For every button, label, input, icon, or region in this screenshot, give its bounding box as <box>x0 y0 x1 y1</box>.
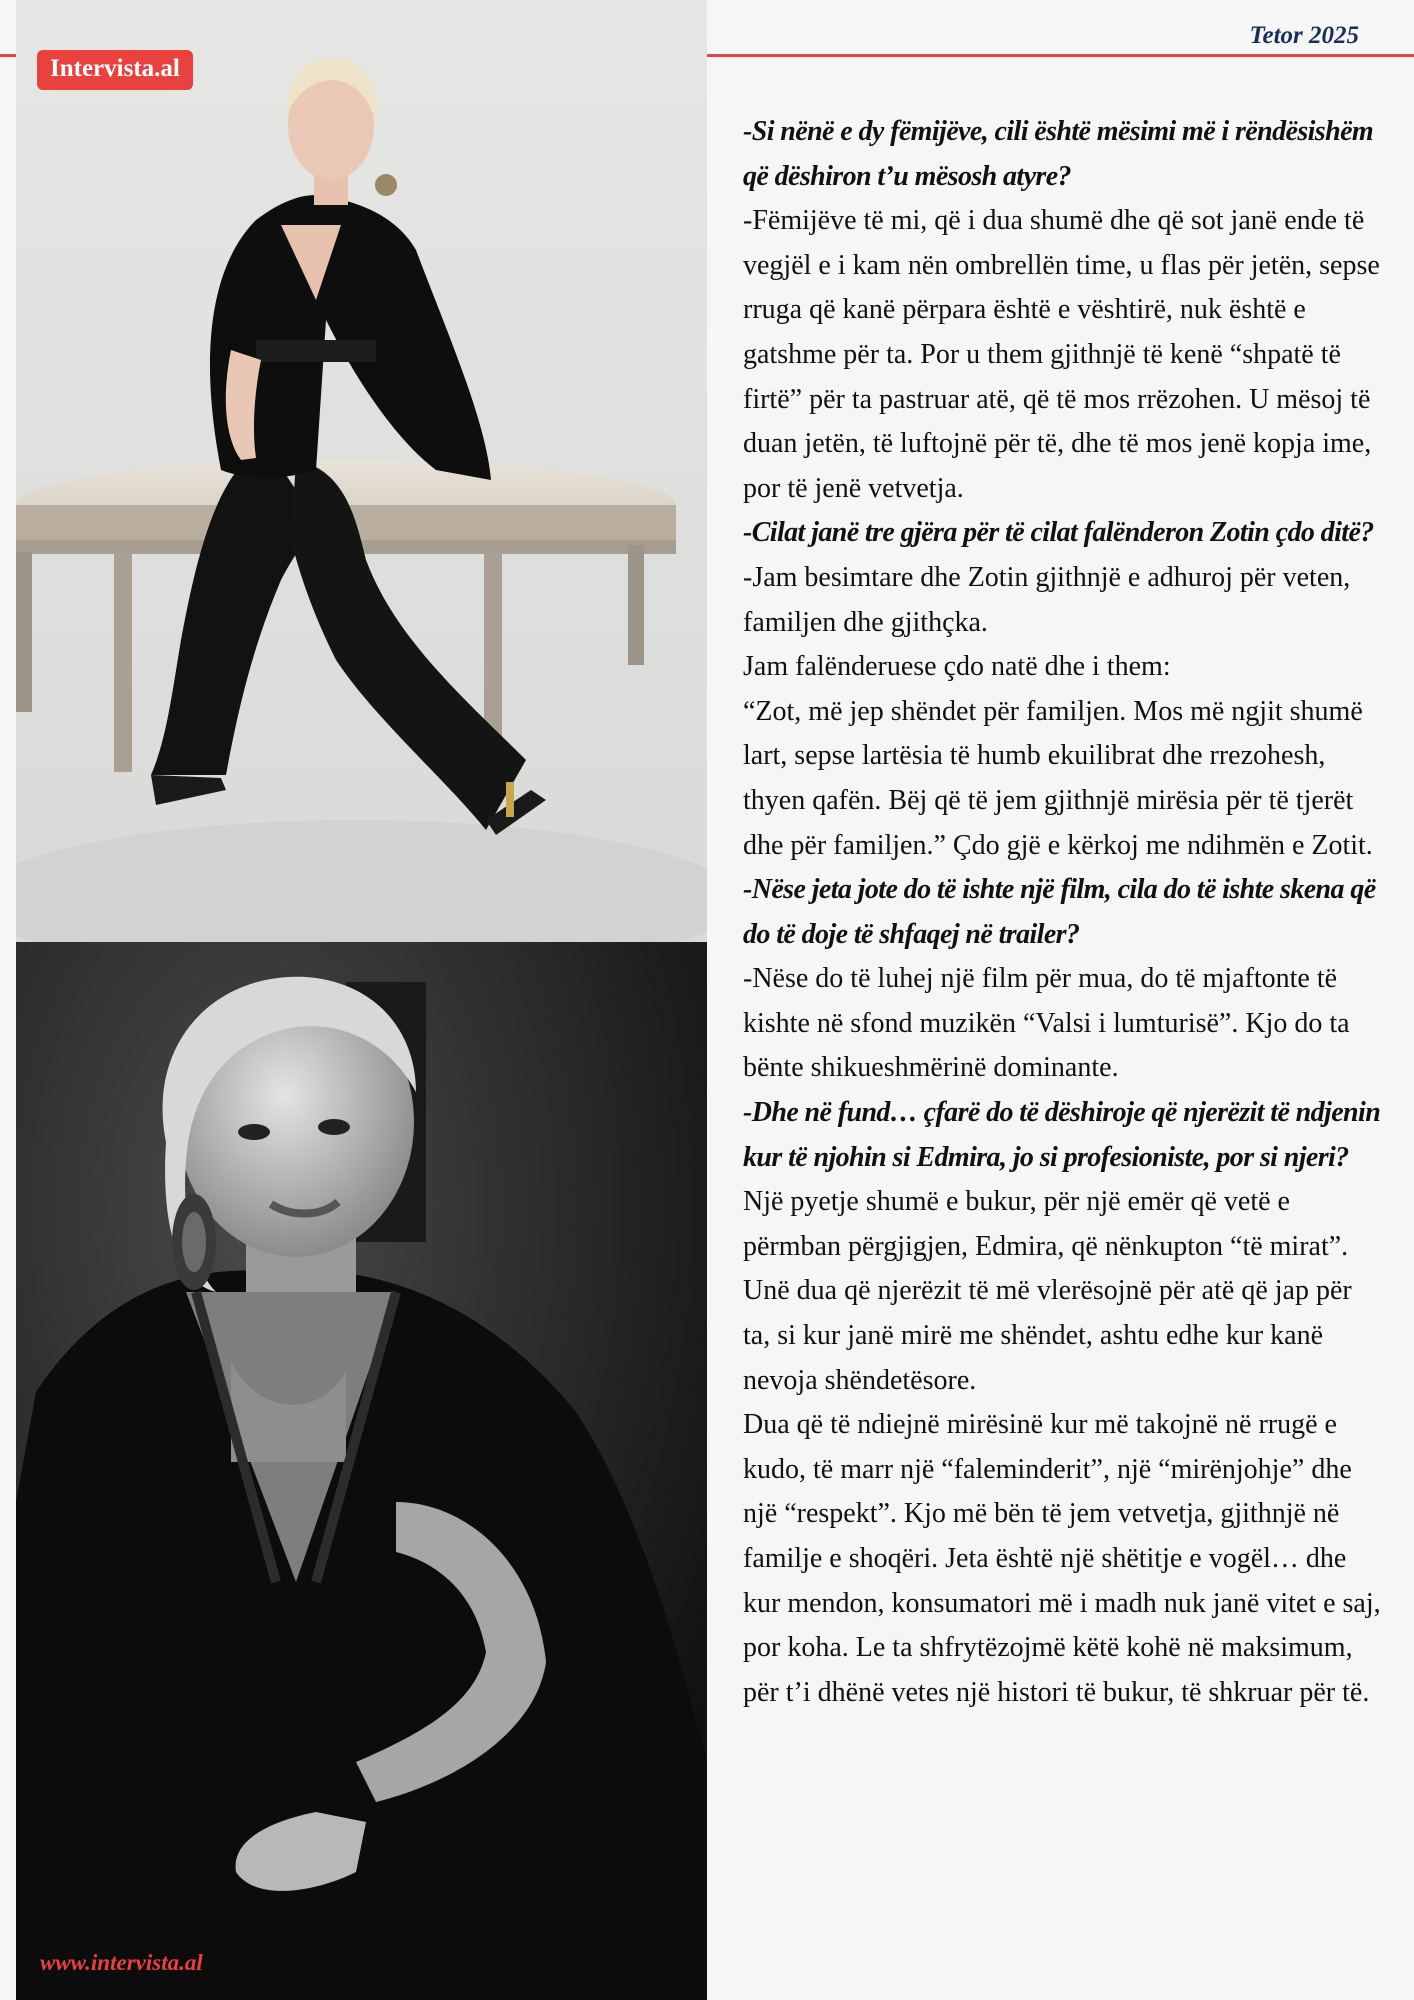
interview-answer: Një pyetje shumë e bukur, për një emër që vetë e përmban përgjigjen, Edmira, që nënkupton “të mirat”. Unë dua që njerëzit të më vlerësojnë për atë që jap për ta, si kur janë mirë me shëndet, ashtu edhe kur kanë nevoja shëndetësore. <box>743 1186 1352 1396</box>
interview-question: -Cilat janë tre gjëra për të cilat falënderon Zotin çdo ditë? <box>743 517 1374 549</box>
interview-answer: -Fëmijëve të mi, që i dua shumë dhe që sot janë ende të vegjël e i kam nën ombrellën time, u flas për jetën, sepse rruga që kanë përpara është e vështirë, nuk është e gatshme për ta. Por u them gjithnjë të kenë “shpatë të firtë” për ta pastruar atë, që të mos rrëzohen. U mësoj të duan jetën, të luftojnë për të, dhe të mos jenë kopja ime, por të jenë vetvetja. <box>743 205 1380 504</box>
interview-answer: -Nëse do të luhej një film për mua, do të mjaftonte të kishte në sfond muzikën “Valsi i lumturisë”. Kjo do ta bënte shikueshmërinë dominante. <box>743 963 1350 1084</box>
brand-badge[interactable]: Intervista.al <box>37 50 193 90</box>
interview-answer: -Jam besimtare dhe Zotin gjithnjë e adhuroj për veten, familjen dhe gjithçka. <box>743 561 1351 638</box>
interview-answer: Jam falënderuese çdo natë dhe i them: <box>743 651 1171 683</box>
interview-answer: “Zot, më jep shëndet për familjen. Mos më ngjit shumë lart, sepse lartësia të humb ekuilibrat dhe rrezohesh, thyen qafën. Bëj që të jem gjithnjë mirësia për të tjerët dhe për familjen.” Çdo gjë e kërkoj me ndihmën e Zotit. <box>743 695 1373 861</box>
website-link[interactable]: www.intervista.al <box>40 1950 203 1975</box>
interview-answer: Dua që të ndiejnë mirësinë kur më takojnë në rrugë e kudo, të marr një “faleminderit”, një “mirënjohje” dhe një “respekt”. Kjo më bën të jem vetvetja, gjithnjë në familje e shoqëri. Jeta është një shëtitje e vogël… dhe kur mendon, konsumatori më i madh nuk janë vitet e saj, por koha. Le ta shfrytëzojmë këtë kohë në maksimum, për t’i dhënë vetes një histori të bukur, të shkruar për të. <box>743 1409 1381 1708</box>
woman-portrait-bw-photo <box>16 942 707 2000</box>
interview-question: -Si nënë e dy fëmijëve, cili është mësimi më i rëndësishëm që dëshiron t’u mësosh atyre? <box>743 116 1374 192</box>
article-body <box>743 110 1383 1715</box>
photo-column <box>16 0 707 2000</box>
interview-question: -Nëse jeta jote do të ishte një film, cila do të ishte skena që do të doje të shfaqej në trailer? <box>743 874 1376 950</box>
issue-date: Tetor 2025 <box>1249 22 1359 49</box>
woman-seated-on-bench-photo <box>16 0 707 942</box>
interview-question: -Dhe në fund… çfarë do të dëshiroje që njerëzit të ndjenin kur të njohin si Edmira, jo si profesioniste, por si njeri? <box>743 1097 1381 1173</box>
